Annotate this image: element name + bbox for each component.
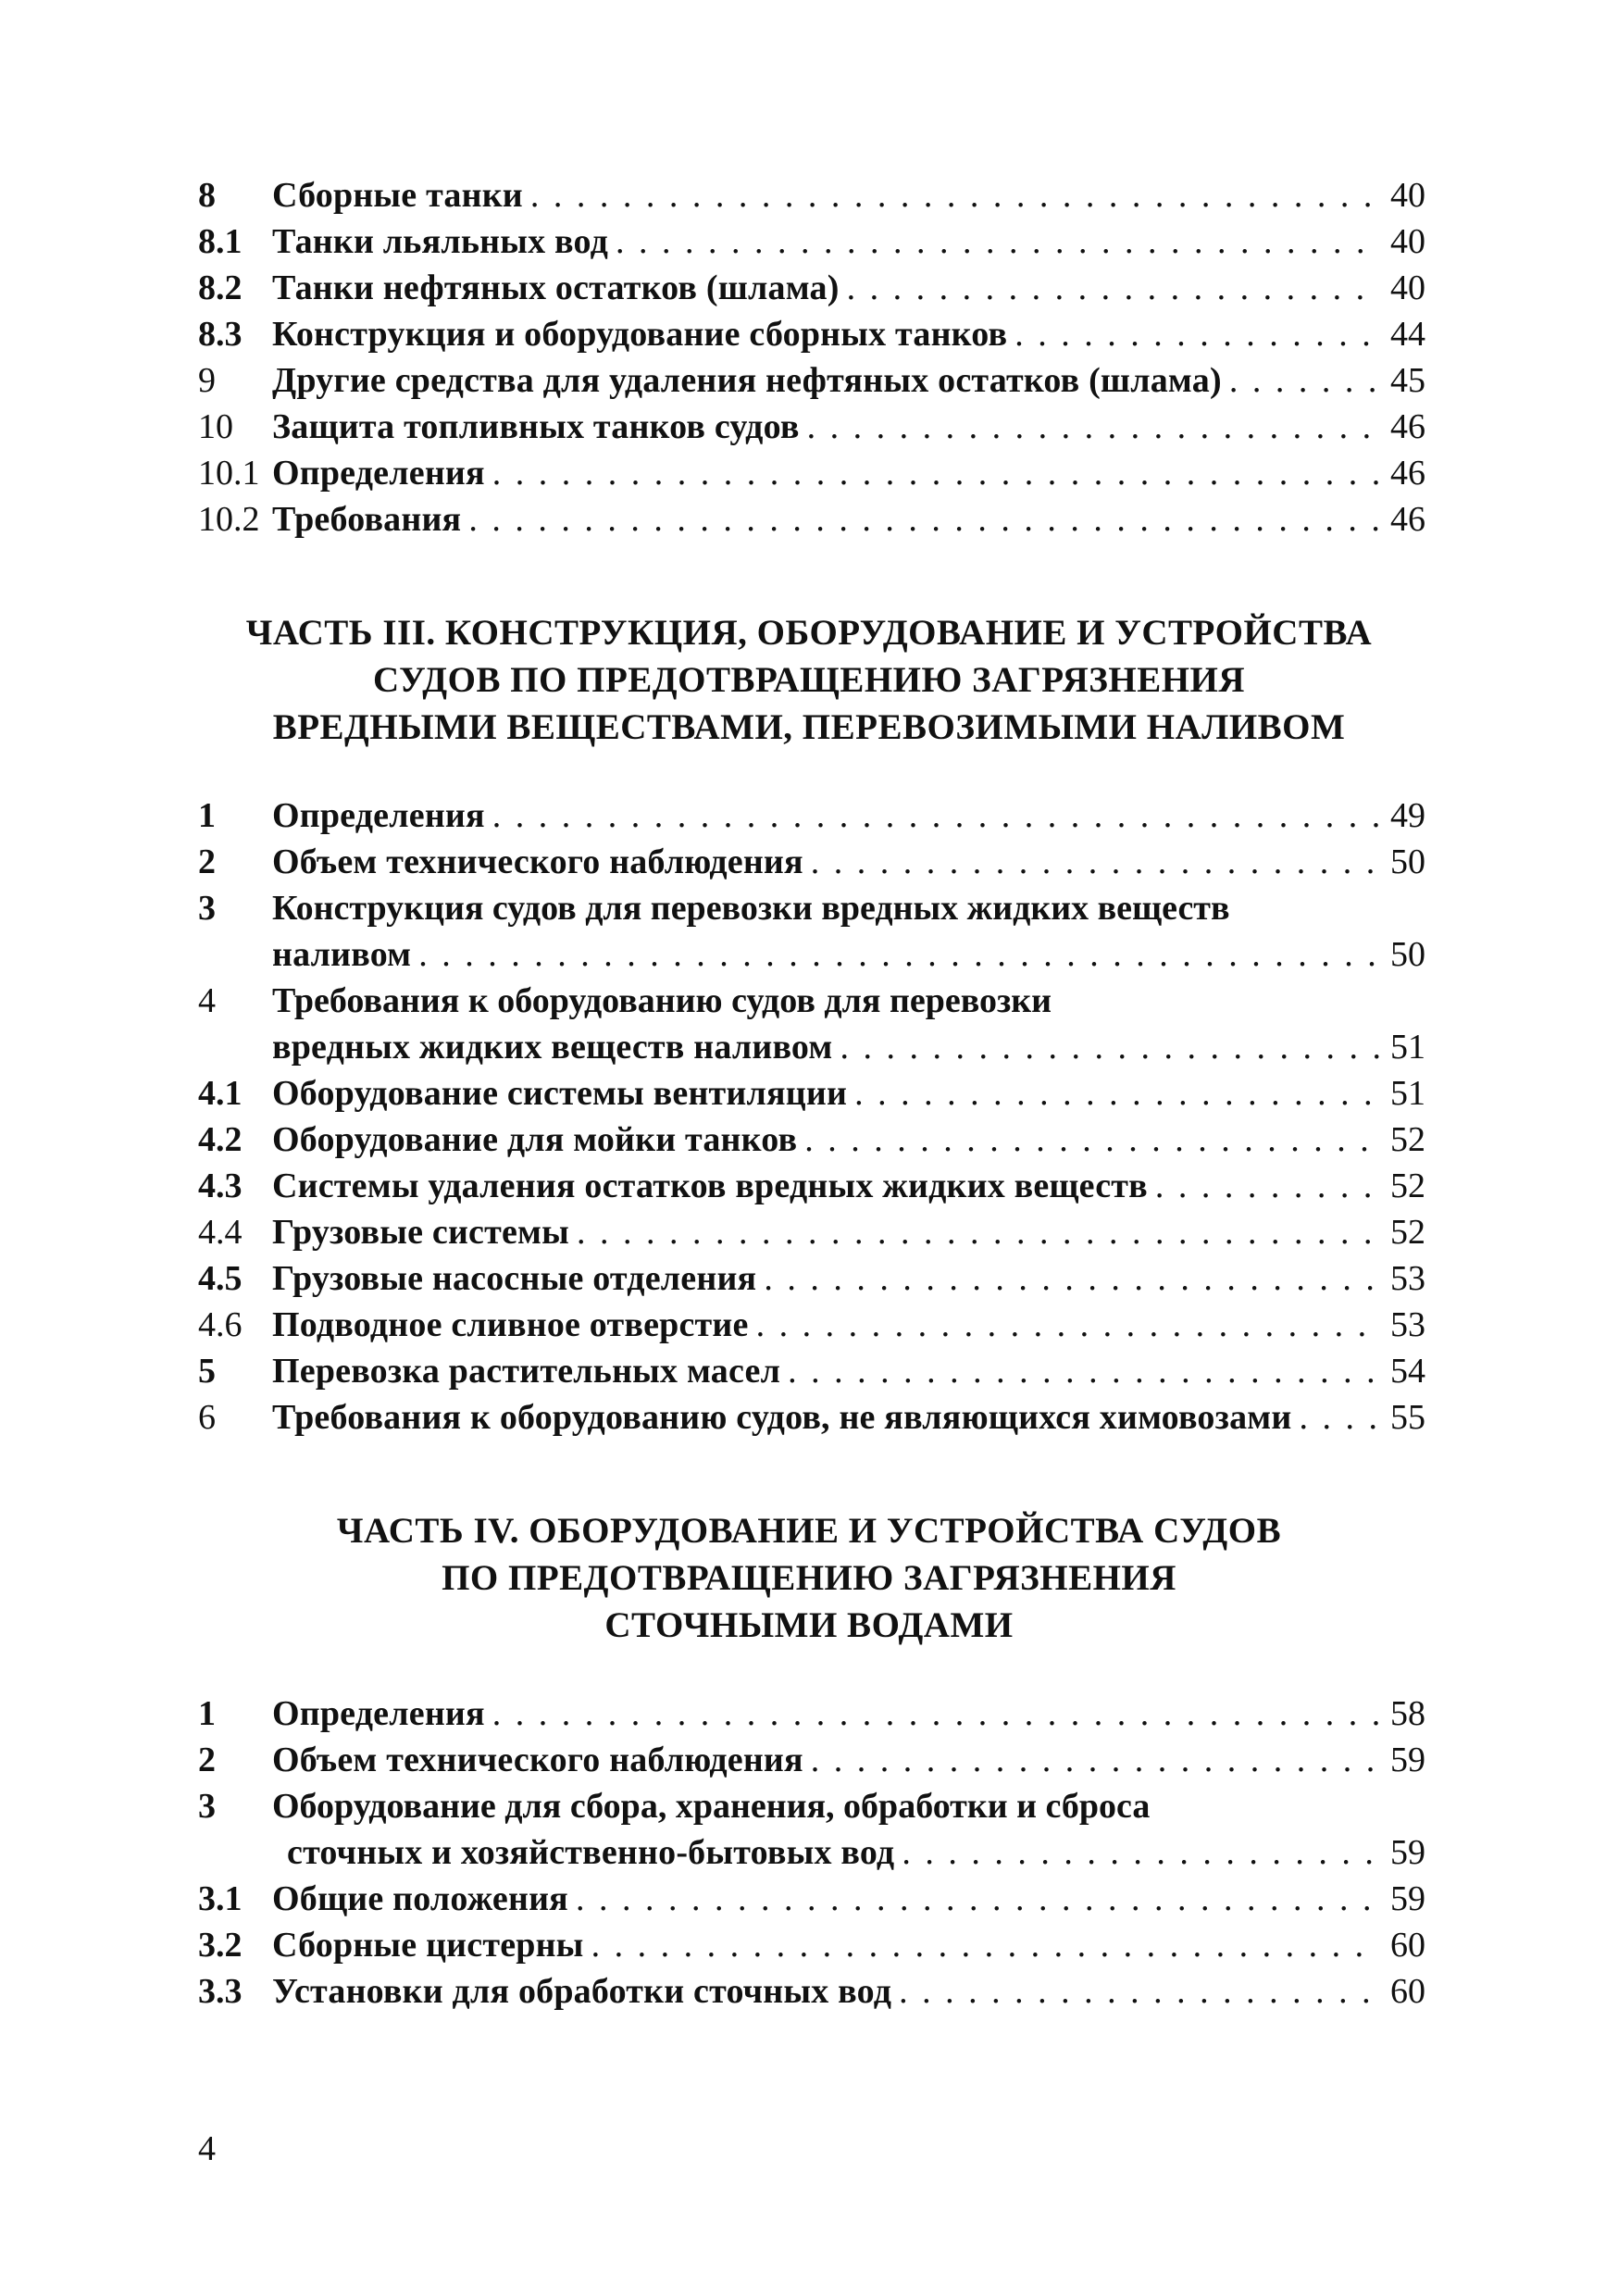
toc-row-title: Требования к оборудованию судов для перевозки bbox=[272, 981, 1052, 1020]
toc-row bbox=[198, 404, 1425, 450]
leader-dots bbox=[591, 1922, 1379, 1968]
toc-row bbox=[198, 1691, 1425, 1737]
toc-row bbox=[198, 978, 1425, 1024]
toc-row bbox=[198, 1783, 1425, 1829]
leader-dots bbox=[492, 792, 1379, 839]
toc-row-title: Грузовые насосные отделения bbox=[272, 1259, 757, 1298]
toc-row-number: 2 bbox=[198, 842, 216, 881]
heading-line: СУДОВ ПО ПРЕДОТВРАЩЕНИЮ ЗАГРЯЗНЕНИЯ bbox=[372, 660, 1246, 700]
toc-row bbox=[198, 357, 1425, 404]
heading-line: СТОЧНЫМИ ВОДАМИ bbox=[604, 1605, 1014, 1645]
toc-row-number: 4.3 bbox=[198, 1167, 243, 1205]
leader-dots bbox=[577, 1209, 1379, 1255]
leader-dots bbox=[1014, 311, 1379, 357]
toc-row-number: 4.4 bbox=[198, 1213, 243, 1252]
toc-row bbox=[198, 450, 1425, 496]
toc-row-number: 8.3 bbox=[198, 315, 243, 354]
toc-row bbox=[198, 1394, 1425, 1441]
toc-row-page: 53 bbox=[1390, 1305, 1425, 1344]
toc-row-page: 60 bbox=[1390, 1972, 1425, 2011]
toc-row-page: 59 bbox=[1390, 1741, 1425, 1779]
toc-row-page: 54 bbox=[1390, 1352, 1425, 1391]
toc-row-number: 8.1 bbox=[198, 222, 243, 261]
toc-row-title: Защита топливных танков судов bbox=[272, 407, 800, 446]
toc-row-page: 59 bbox=[1390, 1833, 1425, 1872]
leader-dots bbox=[616, 218, 1379, 265]
toc-row-title: Определения bbox=[272, 796, 485, 835]
toc-row bbox=[198, 1255, 1425, 1302]
toc-row-number: 9 bbox=[198, 361, 216, 400]
toc-row-title: Оборудование для сбора, хранения, обработки и сброса bbox=[272, 1787, 1151, 1826]
toc-row-number: 4.2 bbox=[198, 1120, 243, 1159]
toc-row-page: 46 bbox=[1390, 454, 1425, 493]
toc-row-page: 51 bbox=[1390, 1074, 1425, 1113]
page-number: 4 bbox=[198, 2129, 216, 2168]
toc-row-title: наливом bbox=[272, 935, 412, 974]
leader-dots bbox=[811, 839, 1379, 885]
toc-row-page: 60 bbox=[1390, 1926, 1425, 1965]
toc-row-page: 52 bbox=[1390, 1213, 1425, 1252]
toc-row-number: 1 bbox=[198, 1694, 216, 1733]
toc-row-title: Другие средства для удаления нефтяных остатков (шлама) bbox=[272, 361, 1222, 400]
toc-row-title: вредных жидких веществ наливом bbox=[272, 1028, 833, 1067]
heading-line: ПО ПРЕДОТВРАЩЕНИЮ ЗАГРЯЗНЕНИЯ bbox=[442, 1558, 1176, 1598]
toc-row-number: 10 bbox=[198, 407, 233, 446]
heading-line: ЧАСТЬ III. КОНСТРУКЦИЯ, ОБОРУДОВАНИЕ И УСТРОЙСТВА bbox=[245, 613, 1373, 653]
toc-row bbox=[198, 1302, 1425, 1348]
toc-row-page: 40 bbox=[1390, 176, 1425, 215]
toc-row-title: Определения bbox=[272, 1694, 485, 1733]
leader-dots bbox=[418, 931, 1379, 978]
toc-row bbox=[198, 839, 1425, 885]
toc-row-title: Системы удаления остатков вредных жидких веществ bbox=[272, 1167, 1148, 1205]
toc-row-title: Объем технического наблюдения bbox=[272, 1741, 803, 1779]
leader-dots bbox=[468, 496, 1379, 543]
toc-row-page: 40 bbox=[1390, 222, 1425, 261]
toc-row-title: Конструкция судов для перевозки вредных жидких веществ bbox=[272, 889, 1230, 928]
toc-row-title: Танки льяльных вод bbox=[272, 222, 609, 261]
toc-row-page: 59 bbox=[1390, 1879, 1425, 1918]
leader-dots bbox=[1155, 1163, 1379, 1209]
toc-row-title: Требования к оборудованию судов, не являющихся химовозами bbox=[272, 1398, 1292, 1437]
toc-row-page: 45 bbox=[1390, 361, 1425, 400]
toc-row-title: Сборные танки bbox=[272, 176, 523, 215]
toc-row-page: 49 bbox=[1390, 796, 1425, 835]
toc-row-title: Сборные цистерны bbox=[272, 1926, 584, 1965]
toc-row bbox=[198, 1348, 1425, 1394]
leader-dots bbox=[807, 404, 1379, 450]
toc-row-page: 46 bbox=[1390, 500, 1425, 539]
heading-line: ЧАСТЬ IV. ОБОРУДОВАНИЕ И УСТРОЙСТВА СУДОВ bbox=[336, 1511, 1282, 1551]
toc-row-title: Подводное сливное отверстие bbox=[272, 1305, 749, 1344]
toc-row-title: Общие положения bbox=[272, 1879, 568, 1918]
leader-dots bbox=[1299, 1394, 1379, 1441]
toc-row-title: Перевозка растительных масел bbox=[272, 1352, 781, 1391]
leader-dots bbox=[764, 1255, 1379, 1302]
toc-row-page: 58 bbox=[1390, 1694, 1425, 1733]
toc-row bbox=[198, 172, 1425, 218]
toc-row bbox=[198, 1024, 1425, 1070]
toc-row-title: Установки для обработки сточных вод bbox=[272, 1972, 892, 2011]
toc-row-page: 46 bbox=[1390, 407, 1425, 446]
leader-dots bbox=[840, 1024, 1379, 1070]
toc-row bbox=[198, 931, 1425, 978]
leader-dots bbox=[576, 1876, 1379, 1922]
toc-row-number: 4.5 bbox=[198, 1259, 243, 1298]
toc-row bbox=[198, 1968, 1425, 2015]
toc-row bbox=[198, 1117, 1425, 1163]
leader-dots bbox=[492, 1691, 1379, 1737]
part4-heading bbox=[0, 1507, 1618, 1649]
toc-row-page: 51 bbox=[1390, 1028, 1425, 1067]
toc-row-title: Грузовые системы bbox=[272, 1213, 569, 1252]
toc-row-page: 44 bbox=[1390, 315, 1425, 354]
toc-row-title: Оборудование для мойки танков bbox=[272, 1120, 798, 1159]
toc-row-number: 10.1 bbox=[198, 454, 260, 493]
toc-row-number: 1 bbox=[198, 796, 216, 835]
toc-row bbox=[198, 792, 1425, 839]
toc-row-number: 2 bbox=[198, 1741, 216, 1779]
toc-row-page: 52 bbox=[1390, 1167, 1425, 1205]
toc-row-number: 3.3 bbox=[198, 1972, 243, 2011]
toc-row-title: Определения bbox=[272, 454, 485, 493]
toc-row-title: сточных и хозяйственно-бытовых вод bbox=[287, 1833, 895, 1872]
toc-row-title: Оборудование системы вентиляции bbox=[272, 1074, 848, 1113]
toc-row bbox=[198, 311, 1425, 357]
leader-dots bbox=[530, 172, 1379, 218]
leader-dots bbox=[854, 1070, 1379, 1117]
toc-row bbox=[198, 265, 1425, 311]
toc-row-title: Объем технического наблюдения bbox=[272, 842, 803, 881]
toc-row-number: 10.2 bbox=[198, 500, 260, 539]
toc-row-page: 55 bbox=[1390, 1398, 1425, 1437]
toc-row bbox=[198, 1876, 1425, 1922]
toc-row-number: 8 bbox=[198, 176, 216, 215]
toc-row-title: Танки нефтяных остатков (шлама) bbox=[272, 268, 840, 307]
leader-dots bbox=[492, 450, 1379, 496]
toc-row bbox=[198, 1922, 1425, 1968]
toc-row bbox=[198, 1829, 1425, 1876]
toc-row bbox=[198, 885, 1425, 931]
toc-row bbox=[198, 1209, 1425, 1255]
part3-heading bbox=[0, 609, 1618, 751]
leader-dots bbox=[902, 1829, 1379, 1876]
toc-row-page: 52 bbox=[1390, 1120, 1425, 1159]
toc-row bbox=[198, 1163, 1425, 1209]
leader-dots bbox=[811, 1737, 1379, 1783]
toc-row-number: 6 bbox=[198, 1398, 216, 1437]
toc-row-number: 3.2 bbox=[198, 1926, 243, 1965]
toc-row bbox=[198, 1737, 1425, 1783]
toc-row-number: 4.1 bbox=[198, 1074, 243, 1113]
leader-dots bbox=[847, 265, 1379, 311]
toc-row-number: 3 bbox=[198, 889, 216, 928]
leader-dots bbox=[804, 1117, 1379, 1163]
toc-row-title: Конструкция и оборудование сборных танков bbox=[272, 315, 1008, 354]
toc-row-page: 53 bbox=[1390, 1259, 1425, 1298]
leader-dots bbox=[899, 1968, 1379, 2015]
toc-row-page: 50 bbox=[1390, 935, 1425, 974]
toc-row-number: 3 bbox=[198, 1787, 216, 1826]
toc-row-page: 40 bbox=[1390, 268, 1425, 307]
toc-row-page: 50 bbox=[1390, 842, 1425, 881]
toc-row-number: 5 bbox=[198, 1352, 216, 1391]
heading-line: ВРЕДНЫМИ ВЕЩЕСТВАМИ, ПЕРЕВОЗИМЫМИ НАЛИВОМ bbox=[272, 707, 1346, 747]
toc-row-title: Требования bbox=[272, 500, 462, 539]
toc-row bbox=[198, 218, 1425, 265]
toc-row bbox=[198, 496, 1425, 543]
toc-row-number: 8.2 bbox=[198, 268, 243, 307]
leader-dots bbox=[756, 1302, 1379, 1348]
leader-dots bbox=[788, 1348, 1379, 1394]
toc-row-number: 3.1 bbox=[198, 1879, 243, 1918]
toc-row bbox=[198, 1070, 1425, 1117]
toc-row-number: 4.6 bbox=[198, 1305, 243, 1344]
leader-dots bbox=[1229, 357, 1379, 404]
toc-row-number: 4 bbox=[198, 981, 216, 1020]
